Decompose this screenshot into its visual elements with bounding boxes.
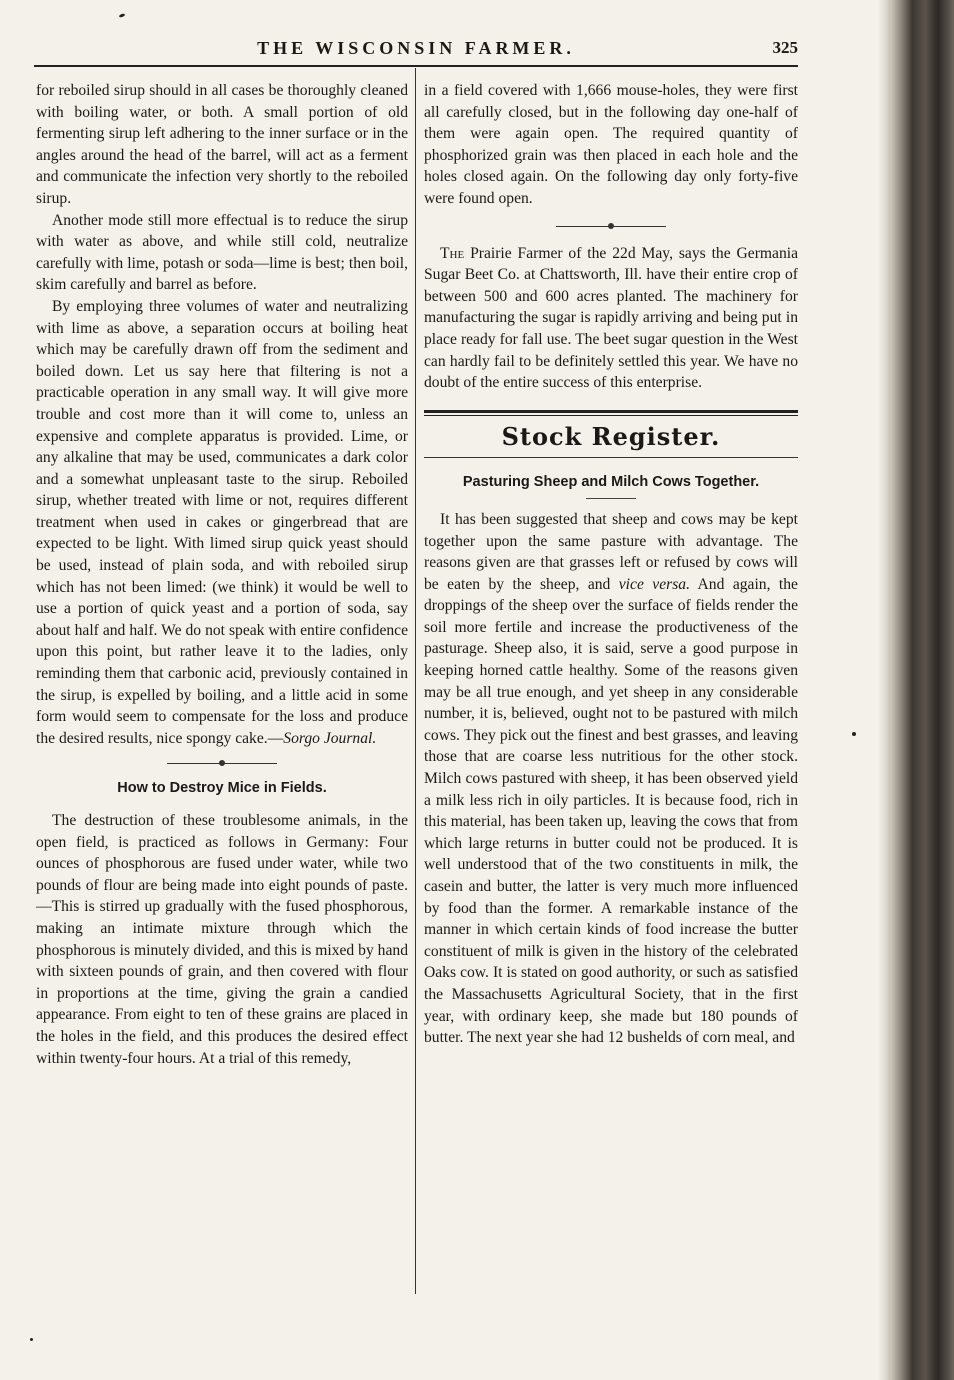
beet-sugar-paragraph bbox=[424, 243, 798, 394]
article-separator bbox=[556, 226, 666, 229]
beet-sugar-lead-word: The bbox=[440, 244, 465, 262]
sirup-paragraph-1: for reboiled sirup should in all cases be thoroughly cleaned with boiling water, or both. A small portion of old fermenting sirup left adhering to the inner surface or in the angles around the head of the barrel, will act as a ferment and communicate the infection very shortly to the reboiled sirup. bbox=[36, 82, 408, 207]
page-number: 325 bbox=[772, 38, 798, 57]
print-speck bbox=[30, 1338, 33, 1341]
header-rule bbox=[34, 65, 798, 67]
section-title: Stock Register. bbox=[501, 421, 721, 451]
sheep-italic-phrase: vice versa. bbox=[618, 575, 690, 593]
mice-paragraph-1: The destruction of these troublesome animals, in the open field, is practiced as follows in Germany: Four ounces of phosphorous are fused under water, while two pounds of flour are being made into eight pounds of paste.—This is stirred up gradually with the fused phosphorous, making an intimate mixture through which the phosphorous is minutely divided, and this is mixed by hand with sixteen pounds of grain, and then covered with flour in proportions at the time, giving the grain a candied appearance. From eight to ten of these grains are placed in the holes in the field, and this produces the desired effect within twenty-four hours. At a trial of this remedy, bbox=[36, 812, 408, 1067]
sheep-text-part-2: And again, the droppings of the sheep over the surface of fields render the soil more fertile and increase the productiveness of the pasturage. Sheep also, it is said, serve a good purpose in keeping horned cattle healthy. Some of the reasons given may be all true enough, and yet sheep in any considerable number, it is, believed, ought not to be pastured with milch cows. They pick out the finest and best grasses, and leaving those that are coarse less nutritious for the other stock. Milch cows pastured with sheep, it has been observed yield a milk less rich in oily particles. It is because food, rich in this material, has been taken up, leaving the cows that from which large returns in butter could not be produced. It is well understood that of the two constituents in milk, the casein and butter, the latter is very much more influenced by food than the former. A remarkable instance of the manner in which certain kinds of food increase the butter constituent of milk is given in the history of the celebrated Oaks cow. It is stated on good authority, or such as satisfied the Massachusetts Agricultural Society, that in the first year, with ordinary keep, she made but 180 pounds of butter. The next year she had 12 bushelds of corn meal, and bbox=[424, 575, 798, 1047]
source-credit: Sorgo Journal. bbox=[283, 729, 377, 747]
column-divider bbox=[415, 68, 416, 1294]
sirup-paragraph-3 bbox=[36, 296, 408, 749]
print-speck bbox=[119, 13, 126, 18]
print-speck bbox=[852, 732, 856, 736]
beet-sugar-text: Prairie Farmer of the 22d May, says the Germania Sugar Beet Co. at Chattsworth, Ill. have their entire crop of between 500 and 600 acres planted. The machinery for manufacturing the sugar is rapidly arriving and being put in place ready for fall use. The beet sugar question in the West can hardly fail to be definitely settled this year. We have no doubt of the entire success of this enterprise. bbox=[424, 244, 798, 392]
sirup-paragraph-3-text: By employing three volumes of water and neutralizing with lime as above, a separation occurs at boiling heat which may be carefully drawn off from the sediment and boiled down. Let us say here that filtering is not a practicable operation in any small way. It will give more trouble and cost more than it will come to, unless an expensive and complete apparatus is provided. Lime, or any alkaline that may be used, communicates a dark color and a somewhat unpleasant taste to the sirup. Reboiled sirup, whether treated with lime or not, requires different treatment when used in cakes or gingerbread that are expected to be light. With limed sirup quick yeast should be used, instead of plain soda, and with reboiled sirup which has not been limed: (we think) it would be well to use a portion of quick yeast and a portion of soda, say about half and half. We do not speak with entire confidence upon this point, but rather leave it to the ladies, only reminding them that carbonic acid, previously contained in the sirup, is expelled by boiling, and a little acid in some form would seem to compensate for the loss and produce the desired results, nice spongy cake.— bbox=[36, 297, 408, 747]
publication-title: THE WISCONSIN FARMER. bbox=[257, 38, 575, 58]
book-spine bbox=[890, 0, 954, 1380]
sirup-paragraph-2: Another mode still more effectual is to reduce the sirup with water as above, and while still cold, neutralize carefully with lime, potash or soda—lime is best; then boil, skim carefully and barrel as before. bbox=[36, 211, 408, 294]
mice-continued-paragraph: in a field covered with 1,666 mouse-holes, they were first all carefully closed, but in the following day one-half of them were again open. The required quantity of phosphorized grain was then placed in each hole and the holes closed again. On the following day only forty-five were found open. bbox=[424, 82, 798, 207]
sheep-paragraph-1 bbox=[424, 509, 798, 1049]
running-header bbox=[34, 38, 798, 62]
article-separator bbox=[167, 763, 277, 766]
right-column bbox=[424, 80, 798, 1049]
mice-article-heading: How to Destroy Mice in Fields. bbox=[117, 780, 327, 797]
left-column bbox=[36, 80, 408, 1069]
sheep-article-heading: Pasturing Sheep and Milch Cows Together. bbox=[462, 474, 760, 491]
sheep-text-part-1: It has been suggested that sheep and cows may be kept together upon the same pasture with advantage. The reasons given are that grasses left or refused by cows will be eaten by the sheep, and bbox=[424, 510, 798, 593]
